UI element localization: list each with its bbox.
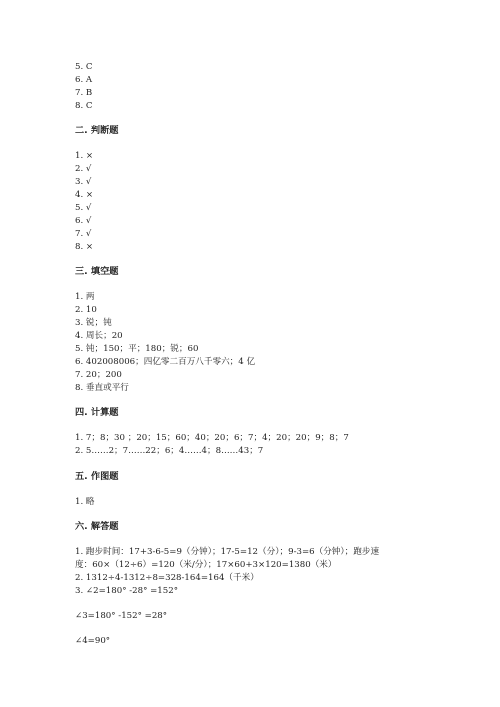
drawing-answer-1: 1. 略 bbox=[75, 497, 95, 507]
section-heading-drawing: 五. 作图题 bbox=[75, 471, 119, 482]
judgement-answer-3: 3. √ bbox=[75, 177, 92, 187]
fill-blank-answer-2: 2. 10 bbox=[75, 305, 97, 315]
section-heading-calculation: 四. 计算题 bbox=[75, 407, 119, 418]
fill-blank-answer-6: 6. 402008006；四亿零二百万八千零六；4 亿 bbox=[75, 357, 256, 367]
fill-blank-answer-7: 7. 20；200 bbox=[75, 370, 122, 380]
judgement-answer-4: 4. × bbox=[75, 190, 94, 200]
judgement-answer-6: 6. √ bbox=[75, 216, 92, 226]
fill-blank-answer-3: 3. 锐；钝 bbox=[75, 318, 112, 328]
judgement-answer-1: 1. × bbox=[75, 151, 94, 161]
word-problem-answer-3-angle3: ∠3=180° -152° =28° bbox=[75, 611, 168, 621]
word-problem-answer-2: 2. 1312÷4-1312÷8=328-164=164（千米） bbox=[75, 573, 259, 583]
word-problem-answer-3-angle4: ∠4=90° bbox=[75, 636, 111, 646]
choice-answer-6: 6. A bbox=[75, 75, 93, 85]
fill-blank-answer-4: 4. 周长；20 bbox=[75, 331, 123, 341]
word-problem-answer-3: 3. ∠2=180° -28° =152° bbox=[75, 586, 178, 596]
fill-blank-answer-5: 5. 钝；150；平；180；锐；60 bbox=[75, 344, 199, 354]
judgement-answer-2: 2. √ bbox=[75, 164, 92, 174]
judgement-answer-8: 8. × bbox=[75, 242, 94, 252]
choice-answer-7: 7. B bbox=[75, 88, 93, 98]
judgement-answer-5: 5. √ bbox=[75, 203, 92, 213]
fill-blank-answer-1: 1. 两 bbox=[75, 292, 95, 302]
word-problem-answer-1: 1. 跑步时间：17+3-6-5=9（分钟）；17-5=12（分）；9-3=6（分钟）；跑步速 bbox=[75, 547, 380, 557]
section-heading-judgement: 二. 判断题 bbox=[75, 125, 119, 136]
section-heading-word-problems: 六. 解答题 bbox=[75, 521, 119, 532]
calculation-answer-2: 2. 5……2；7……22；6；4……4；8……43；7 bbox=[75, 446, 264, 456]
judgement-answer-7: 7. √ bbox=[75, 229, 92, 239]
word-problem-answer-1-cont: 度：60×（12÷6）=120（米/分）；17×60+3×120=1380（米） bbox=[75, 560, 337, 570]
choice-answer-5: 5. C bbox=[75, 62, 93, 72]
calculation-answer-1: 1. 7；8；30 ；20；15；60；40；20；6；7；4；20；20；9；8；7 bbox=[75, 433, 349, 443]
fill-blank-answer-8: 8. 垂直或平行 bbox=[75, 383, 129, 393]
choice-answer-8: 8. C bbox=[75, 101, 93, 111]
section-heading-fill-blank: 三. 填空题 bbox=[75, 266, 119, 277]
